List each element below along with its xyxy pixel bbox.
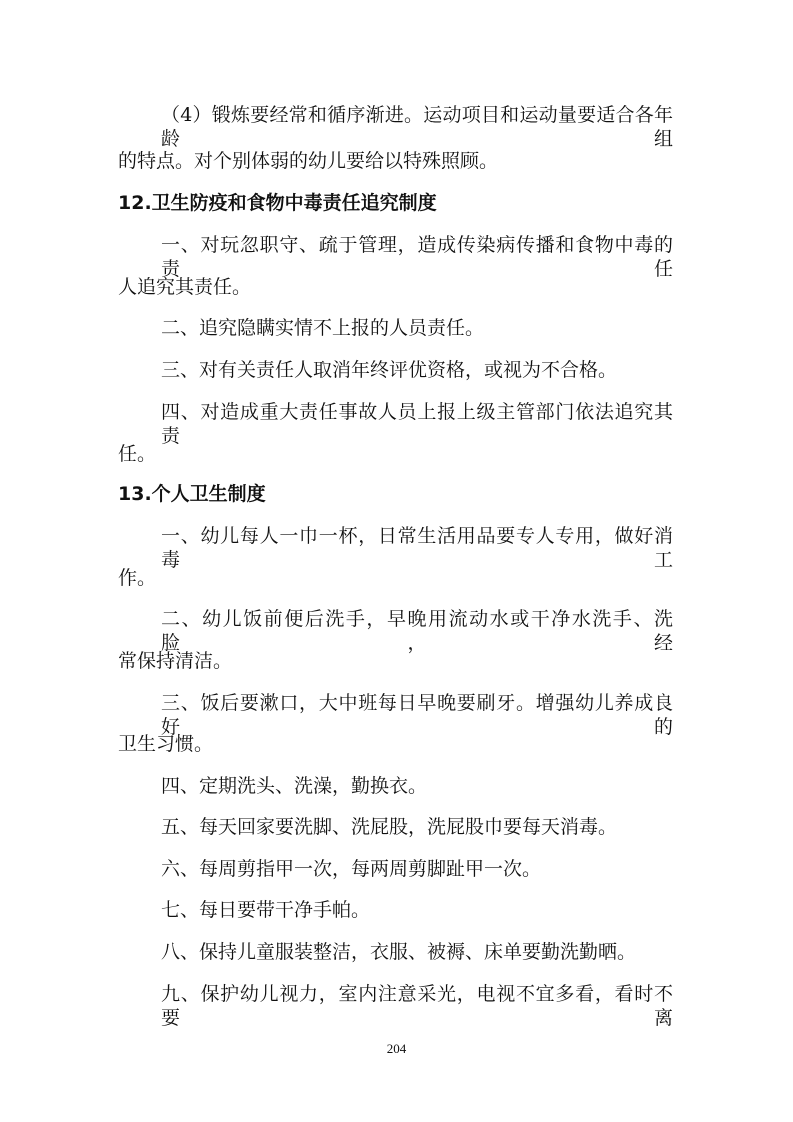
paragraph-line: 二、追究隐瞒实情不上报的人员责任。 [161, 317, 485, 339]
paragraph-line: 八、保持儿童服装整洁，衣服、被褥、床单要勤洗勤晒。 [161, 941, 637, 963]
paragraph-line: 四、对造成重大责任事故人员上报上级主管部门依法追究其责 [161, 401, 673, 447]
paragraph-line: 一、幼儿每人一巾一杯，日常生活用品要专人专用，做好消毒工 [161, 525, 673, 571]
paragraph-line: 常保持清洁。 [118, 650, 233, 672]
page-number: 204 [386, 1041, 407, 1056]
paragraph-line: 卫生习惯。 [118, 733, 214, 755]
paragraph-line: 六、每周剪指甲一次，每两周剪脚趾甲一次。 [161, 858, 542, 880]
section-heading-13: 13.个人卫生制度 [118, 483, 266, 505]
paragraph-line: 任。 [118, 443, 157, 465]
section-heading-12: 12.卫生防疫和食物中毒责任追究制度 [118, 192, 437, 214]
paragraph-line: 一、对玩忽职守、疏于管理，造成传染病传播和食物中毒的责任 [161, 234, 673, 280]
paragraph-line: 七、每日要带干净手帕。 [161, 899, 371, 921]
paragraph-line: 九、保护幼儿视力，室内注意采光，电视不宜多看，看时不要离 [161, 983, 673, 1029]
paragraph-line: （4）锻炼要经常和循序渐进。运动项目和运动量要适合各年龄组 [161, 104, 673, 150]
paragraph-line: 作。 [118, 567, 157, 589]
paragraph-line: 三、饭后要漱口，大中班每日早晚要刷牙。增强幼儿养成良好的 [161, 692, 673, 738]
paragraph-line: 的特点。对个别体弱的幼儿要给以特殊照顾。 [118, 150, 499, 172]
paragraph-line: 二、幼儿饭前便后洗手，早晚用流动水或干净水洗手、洗脸，经 [161, 608, 673, 654]
paragraph-line: 人追究其责任。 [118, 276, 252, 298]
paragraph-line: 三、对有关责任人取消年终评优资格，或视为不合格。 [161, 359, 618, 381]
paragraph-line: 四、定期洗头、洗澡，勤换衣。 [161, 775, 428, 797]
paragraph-line: 五、每天回家要洗脚、洗屁股，洗屁股巾要每天消毒。 [161, 816, 618, 838]
